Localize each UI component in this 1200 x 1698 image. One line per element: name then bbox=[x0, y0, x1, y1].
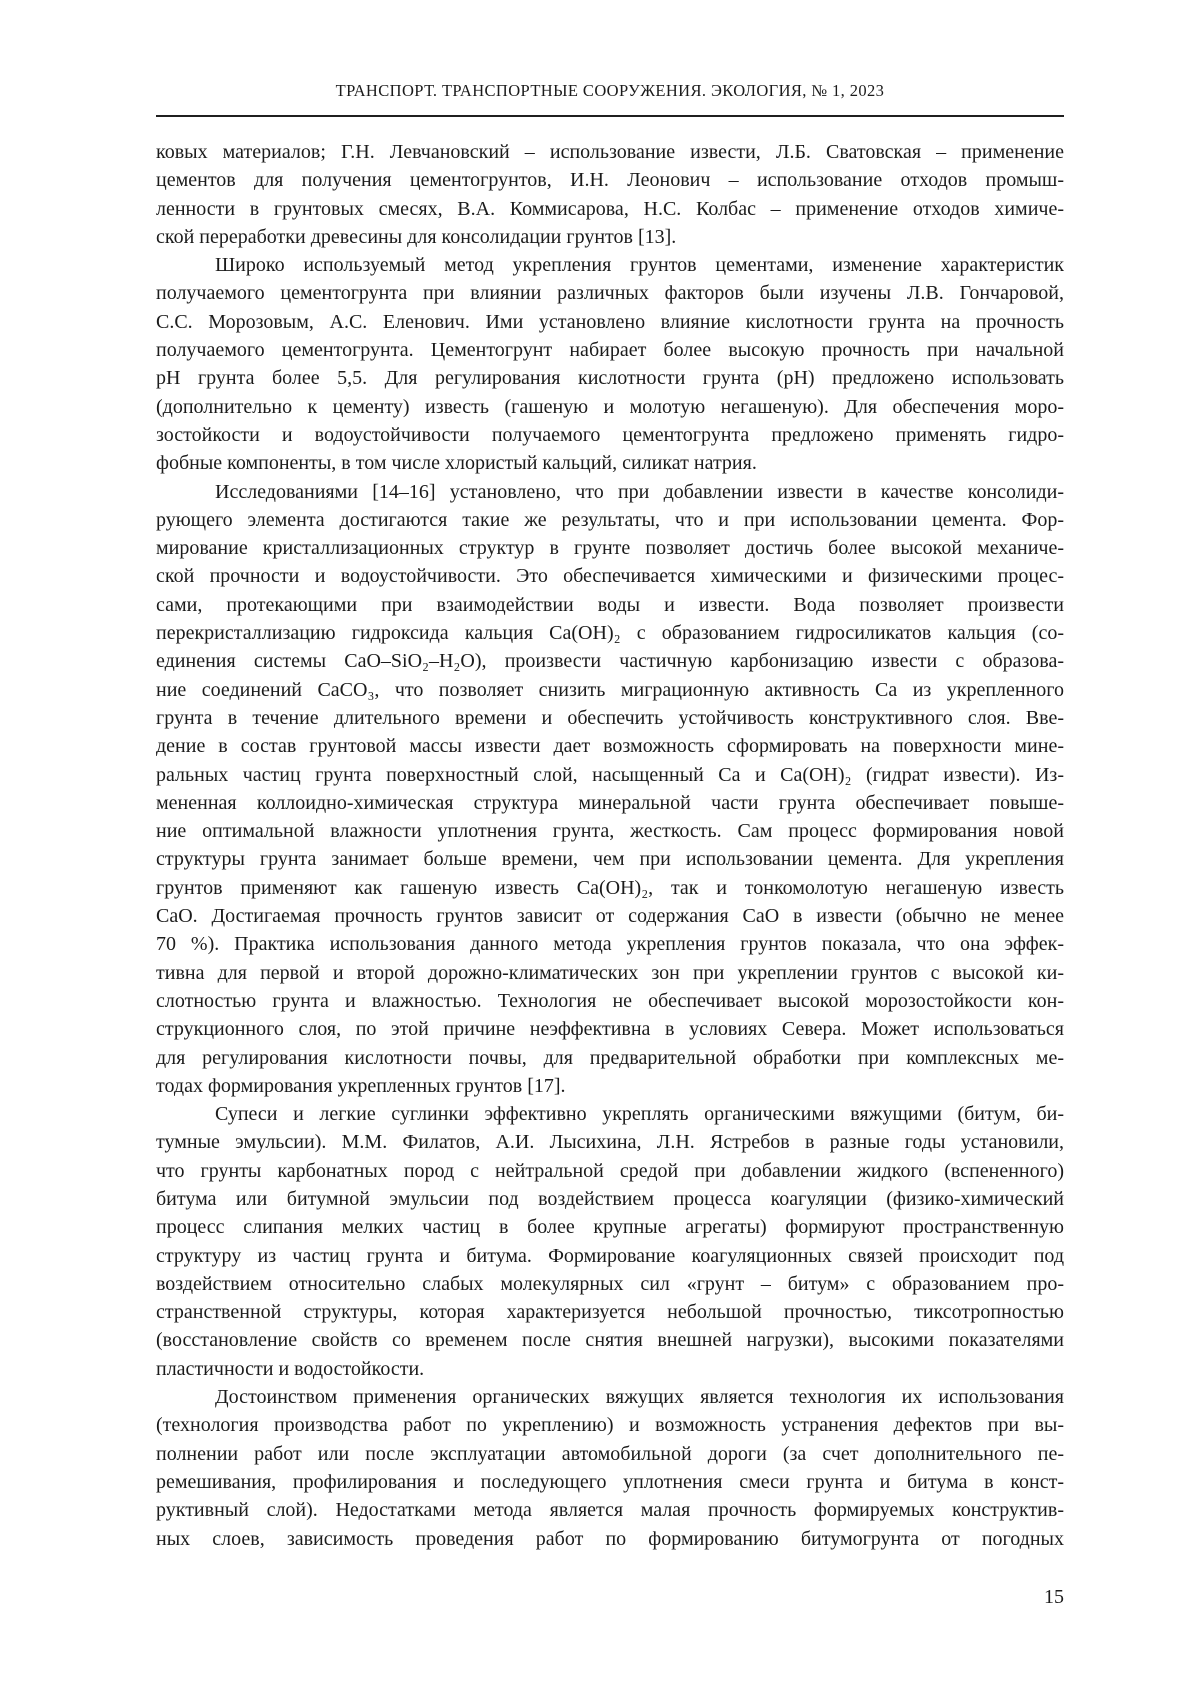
text-line: битума или битумной эмульсии под воздействием процесса коагуляции (физико-химический bbox=[156, 1187, 1064, 1210]
text-line: ние оптимальной влажности уплотнения грунта, жесткость. Сам процесс формирования новой bbox=[156, 820, 1064, 843]
text-line: ние соединений CaCO₃, что позволяет снизить миграционную активность Ca из укрепленного bbox=[156, 678, 1064, 701]
text-line: странственной структуры, которая характеризуется небольшой прочностью, тиксотропностью bbox=[156, 1301, 1064, 1324]
text-line: мирование кристаллизационных структур в грунте позволяет достичь более высокой механиче- bbox=[156, 537, 1064, 560]
text-line: пластичности и водостойкости. bbox=[156, 1357, 425, 1380]
text-line: перекристаллизацию гидроксида кальция Ca(OH)₂ с образованием гидросиликатов кальция (со- bbox=[156, 622, 1064, 645]
text-line: единения системы CaO–SiO₂–H₂O), произвести частичную карбонизацию извести с образова- bbox=[156, 650, 1064, 673]
text-line: полнении работ или после эксплуатации автомобильной дороги (за счет дополнительного пе- bbox=[156, 1442, 1064, 1465]
text-line: процесс слипания мелких частиц в более крупные агрегаты) формируют пространственную bbox=[156, 1216, 1064, 1239]
text-line: получаемого цементогрунта. Цементогрунт набирает более высокую прочность при начальной bbox=[156, 339, 1064, 362]
text-line: сами, протекающими при взаимодействии воды и извести. Вода позволяет произвести bbox=[156, 593, 1064, 616]
text-line: что грунты карбонатных пород с нейтральной средой при добавлении жидкого (вспененного) bbox=[156, 1159, 1064, 1182]
header-rule bbox=[156, 115, 1064, 117]
text-line: получаемого цементогрунта при влиянии различных факторов были изучены Л.В. Гончаровой, bbox=[156, 282, 1064, 305]
text-line: тодах формирования укрепленных грунтов [17]. bbox=[156, 1074, 566, 1097]
text-line: CaO. Достигаемая прочность грунтов зависит от содержания CaO в извести (обычно не менее bbox=[156, 905, 1064, 928]
text-line: ремешивания, профилирования и последующего уплотнения смеси грунта и битума в конст- bbox=[156, 1470, 1064, 1493]
text-line: pH грунта более 5,5. Для регулирования кислотности грунта (pH) предложено использовать bbox=[156, 367, 1064, 390]
text-line: С.С. Морозовым, А.С. Еленович. Ими установлено влияние кислотности грунта на прочность bbox=[156, 310, 1064, 333]
text-line: структуру из частиц грунта и битума. Формирование коагуляционных связей происходит под bbox=[156, 1244, 1064, 1267]
text-line: 70 %). Практика использования данного метода укрепления грунтов показала, что она эффек- bbox=[156, 933, 1064, 956]
text-line: ленности в грунтовых смесях, В.А. Коммисарова, Н.С. Колбас – применение отходов химиче- bbox=[156, 197, 1064, 220]
text-line: грунта в течение длительного времени и обеспечить устойчивость конструктивного слоя. Вве- bbox=[156, 706, 1064, 729]
journal-header: ТРАНСПОРТ. ТРАНСПОРТНЫЕ СООРУЖЕНИЯ. ЭКОЛОГИЯ, № 1, 2023 bbox=[335, 81, 885, 100]
text-line: ных слоев, зависимость проведения работ по формированию битумогрунта от погодных bbox=[156, 1527, 1064, 1550]
text-line: Супеси и легкие суглинки эффективно укреплять органическими вяжущими (битум, би- bbox=[215, 1103, 1064, 1126]
text-line: (технология производства работ по укреплению) и возможность устранения дефектов при вы- bbox=[156, 1414, 1064, 1437]
text-line: Широко используемый метод укрепления грунтов цементами, изменение характеристик bbox=[215, 254, 1064, 277]
text-line: дение в состав грунтовой массы извести дает возможность сформировать на поверхности мине- bbox=[156, 735, 1064, 758]
text-line: структуры грунта занимает больше времени, чем при использовании цемента. Для укрепления bbox=[156, 848, 1064, 871]
text-line: ской переработки древесины для консолидации грунтов [13]. bbox=[156, 225, 677, 248]
text-line: тумные эмульсии). М.М. Филатов, А.И. Лысихина, Л.Н. Ястребов в разные годы установили, bbox=[156, 1131, 1064, 1154]
text-line: рующего элемента достигаются такие же результаты, что и при использовании цемента. Фор- bbox=[156, 508, 1064, 531]
text-line: (дополнительно к цементу) известь (гашеную и молотую негашеную). Для обеспечения моро- bbox=[156, 395, 1064, 418]
text-line: слотностью грунта и влажностью. Технология не обеспечивает высокой морозостойкости кон- bbox=[156, 989, 1064, 1012]
text-line: Исследованиями [14–16] установлено, что при добавлении извести в качестве консолиди- bbox=[215, 480, 1064, 503]
text-line: ской прочности и водоустойчивости. Это обеспечивается химическими и физическими процес- bbox=[156, 565, 1064, 588]
text-line: (восстановление свойств со временем после снятия внешней нагрузки), высокими показателями bbox=[156, 1329, 1064, 1352]
page-body bbox=[156, 138, 1064, 1553]
text-line: струкционного слоя, по этой причине неэффективна в условиях Севера. Может использоваться bbox=[156, 1018, 1064, 1041]
text-line: руктивный слой). Недостатками метода является малая прочность формируемых конструктив- bbox=[156, 1499, 1064, 1522]
text-line: зостойкости и водоустойчивости получаемого цементогрунта предложено применять гидро- bbox=[156, 423, 1064, 446]
text-line: Достоинством применения органических вяжущих является технология их использования bbox=[215, 1386, 1064, 1409]
text-line: воздействием относительно слабых молекулярных сил «грунт – битум» с образованием про- bbox=[156, 1272, 1064, 1295]
text-line: цементов для получения цементогрунтов, И.Н. Леонович – использование отходов промыш- bbox=[156, 169, 1064, 192]
text-line: для регулирования кислотности почвы, для предварительной обработки при комплексных ме- bbox=[156, 1046, 1064, 1069]
text-line: ральных частиц грунта поверхностный слой, насыщенный Ca и Ca(OH)₂ (гидрат извести). Из- bbox=[156, 763, 1064, 786]
text-line: грунтов применяют как гашеную известь Ca(OH)₂, так и тонкомолотую негашеную известь bbox=[156, 876, 1064, 899]
page-number: 15 bbox=[1044, 1586, 1064, 1608]
text-line: ковых материалов; Г.Н. Левчановский – использование извести, Л.Б. Сватовская – применение bbox=[156, 141, 1064, 163]
text-line: тивна для первой и второй дорожно-климатических зон при укреплении грунтов с высокой ки- bbox=[156, 961, 1064, 984]
text-line: фобные компоненты, в том числе хлористый кальций, силикат натрия. bbox=[156, 452, 757, 475]
text-line: мененная коллоидно-химическая структура минеральной части грунта обеспечивает повыше- bbox=[156, 791, 1064, 814]
